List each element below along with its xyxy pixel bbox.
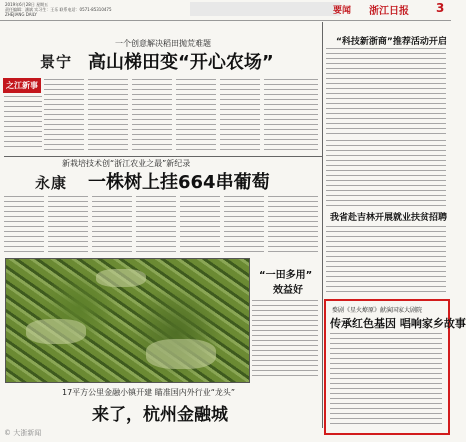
column-divider [322, 22, 323, 428]
divider [4, 156, 322, 157]
photo-field-patch [26, 319, 86, 344]
story1-body-col5 [220, 79, 260, 151]
story1-body-col3 [132, 79, 172, 151]
story1-body-col0 [4, 96, 42, 151]
highlight-box [324, 299, 466, 435]
story1-body-col4 [176, 79, 216, 151]
rice-field-photo [5, 258, 250, 383]
box-headline: 传承红色基因 唱响家乡故事 [330, 317, 466, 330]
right-body2 [326, 226, 446, 294]
page-number: 3 [436, 1, 445, 15]
story1-body-col2 [88, 79, 128, 151]
story3-kicker: 17平方公里金融小镇开建 瞄准国内外行业“龙头” [62, 388, 236, 397]
story2-body-col4 [136, 196, 176, 252]
masthead-meta [5, 2, 112, 17]
story2-body-col7 [268, 196, 318, 252]
story1-tag: 之江新事 [3, 78, 41, 93]
story2-body-col6 [224, 196, 264, 252]
box-body [330, 333, 442, 427]
story2-body-col5 [180, 196, 220, 252]
paper-name: 浙江日报 [369, 6, 409, 17]
story2-kicker: 新栽培技术创“浙江农业之最”新纪录 [62, 159, 191, 168]
story2-body-col3 [92, 196, 132, 252]
story2-body-col1 [4, 196, 44, 252]
editor-line: 责任编辑：潘斌 实习生：王乐 联系电话：0571-85310475 [5, 7, 112, 12]
story2-body-col2 [48, 196, 88, 252]
story2-headline: 一株树上挂664串葡萄 [88, 172, 270, 193]
date-line: 2019年6月28日 星期五 [5, 2, 49, 7]
story1-kicker: 一个创意解决稻田抛荒难题 [115, 39, 211, 48]
english-name: ZHEJIANG DAILY [5, 12, 37, 17]
box-kicker: 婺剧《星火燎原》献演国家大剧院 [332, 307, 423, 314]
photo-label2: 效益好 [273, 285, 303, 296]
story1-place: 景宁 [40, 53, 73, 71]
photo-label: “一田多用” [259, 270, 313, 281]
photo-caption-head [259, 266, 312, 296]
right-body1 [326, 48, 446, 136]
story1-body-col1 [44, 79, 84, 151]
watermark: © 大浙新闻 [4, 429, 42, 437]
story3-headline: 来了，杭州金融城 [92, 405, 228, 425]
masthead-strip [0, 0, 451, 21]
photo-caption-body [252, 300, 318, 380]
photo-field-patch [146, 339, 216, 369]
story1-body-col6 [264, 79, 318, 151]
story1-headline: 高山梯田变“开心农场” [88, 52, 274, 73]
photo-field-patch [96, 269, 146, 287]
section-name: 要闻 [333, 6, 352, 16]
right-body1b [326, 140, 446, 210]
story2-place: 永康 [35, 174, 68, 192]
right-head1: “科技新浙商”推荐活动开启 [336, 37, 447, 47]
right-head2: 我省赴吉林开展就业扶贫招聘 [330, 213, 448, 223]
masthead-gray-band [190, 2, 340, 16]
